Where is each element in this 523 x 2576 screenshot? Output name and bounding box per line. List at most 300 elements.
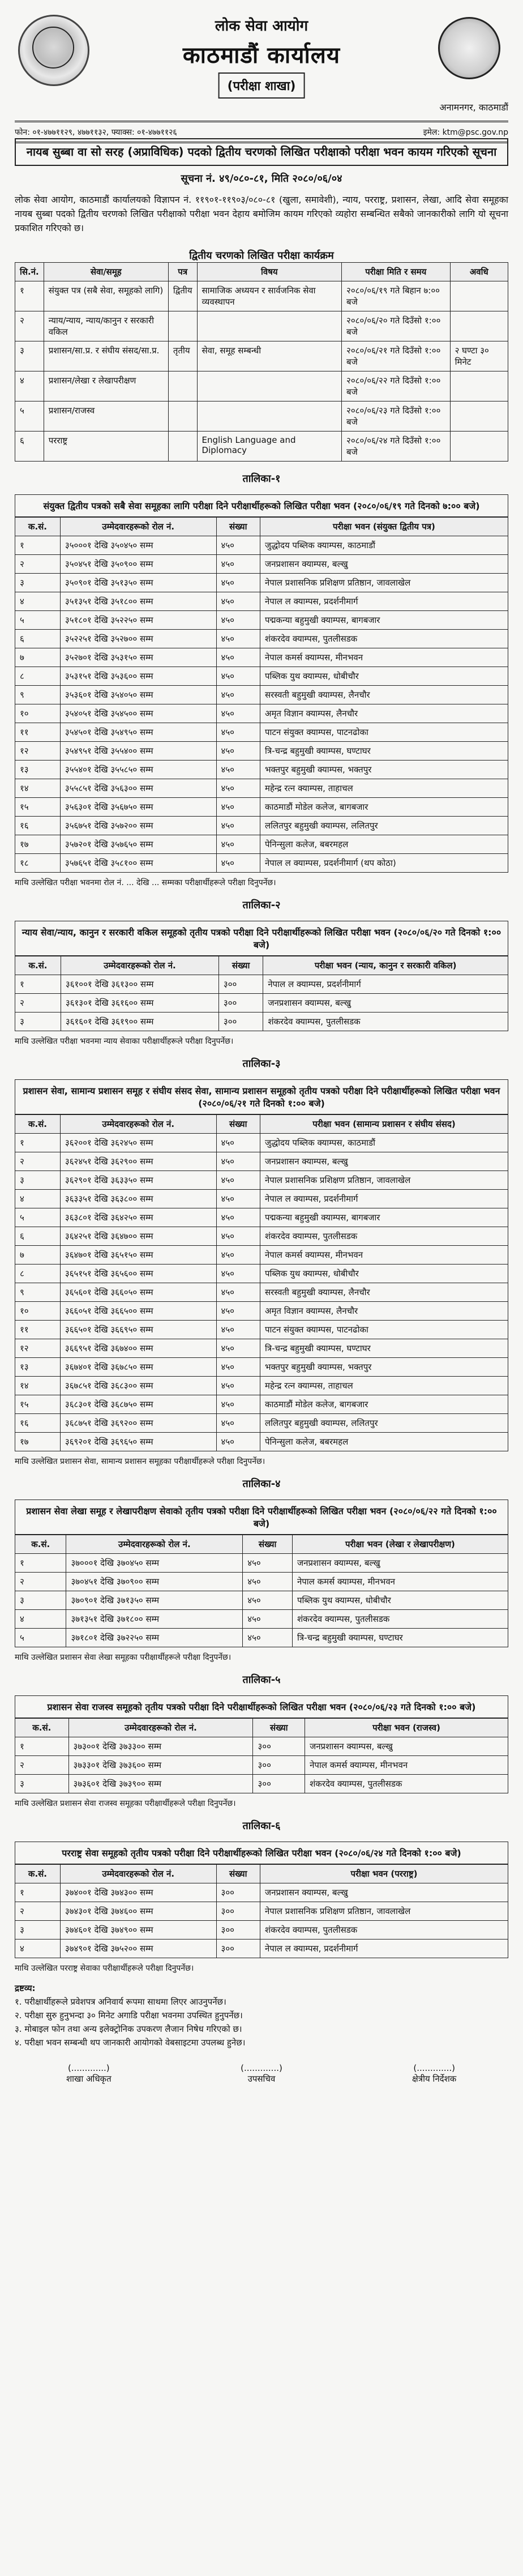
schedule-cell: ५ [15, 401, 44, 432]
exam-hall-cell: नेपाल कमर्स क्याम्पस, मीनभवन [260, 648, 508, 667]
exam-hall-cell: नेपाल प्रशासनिक प्रशिक्षण प्रतिष्ठान, जावलाखेल [260, 574, 508, 592]
exam-hall-row [15, 667, 508, 686]
exam-hall-cell: ४५० [216, 592, 260, 611]
exam-hall-cell: नेपाल ल क्याम्पस, प्रदर्शनीमार्ग (थप कोठा) [260, 854, 508, 873]
table-caption: तालिका-३ [242, 1058, 281, 1070]
table-caption: तालिका-२ [242, 899, 281, 912]
exam-hall-cell: ३६१६०१ देखि ३६१९०० सम्म [61, 1013, 218, 1031]
exam-hall-header: संख्या [216, 1115, 260, 1134]
exam-hall-cell: ४५० [216, 536, 260, 555]
exam-hall-row [15, 742, 508, 761]
schedule-section [15, 249, 508, 462]
exam-hall-row [15, 704, 508, 723]
exam-hall-header: परीक्षा भवन (संयुक्त द्वितीय पत्र) [260, 518, 508, 536]
exam-hall-cell: २ [15, 1152, 61, 1171]
notice-body: लोक सेवा आयोग, काठमाडौं कार्यालयको विज्ञापन नं. ११९०१-११९०३/०८०-८१ (खुला, समावेशी), न्याय, परराष्ट्र, प्रशासन, लेखा, आदि सेवा समूहका नायब सुब्बा पदको द्वितीय चरणको लिखित परीक्षाको परीक्षा भवन देहाय बमोजिम कायम गरिएको व्यहोरा सम्बन्धित सबैको जानकारीको लागि यो सूचना प्रकाशित गरिएको छ। [15, 194, 508, 233]
exam-hall-row [15, 1737, 508, 1756]
exam-hall-cell: ४५० [216, 1302, 260, 1321]
exam-hall-head [15, 1535, 508, 1554]
exam-hall-cell: ४५० [216, 1227, 260, 1246]
org-title: लोक सेवा आयोग [215, 18, 308, 35]
exam-hall-cell: ३०० [216, 1883, 260, 1902]
exam-hall-cell: १८ [15, 854, 61, 873]
exam-hall-head [15, 1865, 508, 1883]
exam-hall-cell: २ [15, 1756, 69, 1775]
branch-title: (परीक्षा शाखा) [218, 72, 305, 99]
note-item: ४. परीक्षा भवन सम्बन्धी थप जानकारी आयोगको वेबसाइटमा उपलब्ध हुनेछ। [15, 2037, 246, 2048]
exam-hall-cell: ४५० [216, 1377, 260, 1395]
exam-hall-cell: ३५६३०१ देखि ३५६७५० सम्म [60, 798, 216, 817]
exam-hall-cell: १ [15, 975, 61, 994]
notes-block [15, 1981, 508, 2049]
exam-hall-cell: ३ [15, 1013, 61, 1031]
exam-hall-cell: भक्तपुर बहुमुखी क्याम्पस, भक्तपुर [260, 761, 508, 779]
exam-hall-cell: १४ [15, 779, 61, 798]
exam-hall-row [15, 1208, 508, 1227]
exam-hall-row [15, 1883, 508, 1902]
contact-email[interactable]: इमेल: ktm@psc.gov.np [423, 127, 508, 137]
exam-hall-row [15, 723, 508, 742]
exam-hall-cell: ४५० [216, 1339, 260, 1358]
exam-hall-row [15, 1321, 508, 1339]
exam-hall-row [15, 555, 508, 574]
exam-hall-cell: ४५० [216, 854, 260, 873]
exam-hall-cell: १ [15, 1883, 61, 1902]
exam-hall-cell: ४५० [243, 1610, 293, 1629]
exam-hall-header: परीक्षा भवन (परराष्ट्र) [260, 1865, 508, 1883]
exam-hall-cell: ४५० [216, 630, 260, 648]
exam-hall-cell: ३७०९०१ देखि ३७१३५० सम्म [66, 1591, 243, 1610]
exam-hall-row [15, 686, 508, 704]
exam-hall-cell: ३ [15, 1775, 69, 1793]
exam-hall-cell: ११ [15, 723, 61, 742]
exam-hall-table [15, 1114, 508, 1451]
exam-hall-cell: ४५० [243, 1591, 293, 1610]
exam-hall-cell: ३५४५०१ देखि ३५४९५० सम्म [60, 723, 216, 742]
exam-hall-head-row [15, 956, 508, 975]
exam-hall-row [15, 1377, 508, 1395]
exam-hall-head [15, 1719, 508, 1737]
schedule-cell [197, 401, 342, 432]
exam-hall-body [15, 1737, 508, 1793]
exam-hall-row [15, 1433, 508, 1451]
exam-hall-header: क.सं. [15, 1535, 66, 1554]
exam-hall-header: संख्या [216, 1865, 260, 1883]
exam-hall-row [15, 1246, 508, 1264]
exam-hall-cell: ३६७८५१ देखि ३६८३०० सम्म [60, 1377, 216, 1395]
exam-hall-body [15, 1134, 508, 1451]
exam-hall-cell: नेपाल कमर्स क्याम्पस, मीनभवन [260, 1246, 508, 1264]
exam-hall-cell: शंकरदेव क्याम्पस, पुतलीसडक [305, 1775, 508, 1793]
exam-hall-header: संख्या [216, 518, 260, 536]
table-note: माथि उल्लेखित परीक्षा भवनमा न्याय सेवाका परीक्षार्थीहरूले परीक्षा दिनुपर्नेछ। [15, 1037, 234, 1046]
exam-hall-cell: अमृत विज्ञान क्याम्पस, लैनचौर [260, 704, 508, 723]
exam-hall-row [15, 1302, 508, 1321]
table-title: प्रशासन सेवा राजस्व समूहको तृतीय पत्रको परीक्षा दिने परीक्षार्थीहरूको लिखित परीक्षा भवन (२०८०/०६/२३ गते दिनको १:०० बजे) [15, 1695, 508, 1718]
notice-title: नायब सुब्बा वा सो सरह (अप्राविधिक) पदको द्वितीय चरणको लिखित परीक्षाको परीक्षा भवन कायम गरिएको सूचना [15, 138, 508, 166]
exam-hall-cell: ललितपुर बहुमुखी क्याम्पस, ललितपुर [260, 1414, 508, 1433]
exam-hall-body [15, 975, 508, 1031]
exam-hall-head-row [15, 518, 508, 536]
table-title: प्रशासन सेवा, सामान्य प्रशासन समूह र संघीय संसद सेवा, सामान्य प्रशासन समूहको तृतीय पत्रको परीक्षा दिने परीक्षार्थीहरूको लिखित परीक्षा भवन (२०८०/०६/२१ गते दिनको १:०० बजे) [15, 1079, 508, 1114]
exam-hall-cell: नेपाल प्रशासनिक प्रशिक्षण प्रतिष्ठान, जावलाखेल [260, 1902, 508, 1921]
exam-hall-header: उम्मेदवारहरूको रोल नं. [66, 1535, 243, 1554]
signature-left: (.............) शाखा अधिकृत [66, 2063, 112, 2084]
exam-hall-row [15, 1152, 508, 1171]
exam-hall-row [15, 1902, 508, 1921]
exam-hall-cell: पद्मकन्या बहुमुखी क्याम्पस, बागबजार [260, 611, 508, 630]
exam-hall-cell: १२ [15, 742, 61, 761]
exam-hall-cell: सरस्वती बहुमुखी क्याम्पस, लैनचौर [260, 686, 508, 704]
signature-row [15, 2063, 508, 2084]
exam-hall-cell: पब्लिक युथ क्याम्पस, धोबीचौर [292, 1591, 508, 1610]
schedule-row [15, 311, 508, 341]
exam-hall-cell: ३०० [253, 1775, 305, 1793]
exam-hall-cell: ३६१००१ देखि ३६१३०० सम्म [61, 975, 218, 994]
exam-hall-cell: ३५१८०१ देखि ३५२२५० सम्म [60, 611, 216, 630]
exam-hall-cell: ३६३३५१ देखि ३६३८०० सम्म [60, 1190, 216, 1208]
exam-hall-cell: ३५५८५१ देखि ३५६३०० सम्म [60, 779, 216, 798]
exam-hall-cell: ३०० [253, 1737, 305, 1756]
exam-hall-cell: शंकरदेव क्याम्पस, पुतलीसडक [260, 1921, 508, 1940]
exam-hall-cell: ३५०००१ देखि ३५०४५० सम्म [60, 536, 216, 555]
exam-hall-cell: ३६२९०१ देखि ३६३३५० सम्म [60, 1171, 216, 1190]
exam-hall-cell: जुद्धोदय पब्लिक क्याम्पस, काठमाडौं [260, 536, 508, 555]
exam-hall-body [15, 1554, 508, 1647]
exam-hall-cell: शंकरदेव क्याम्पस, पुतलीसडक [260, 1227, 508, 1246]
exam-hall-cell: जनप्रशासन क्याम्पस, बल्खु [292, 1554, 508, 1573]
table-caption: तालिका-६ [242, 1820, 281, 1832]
exam-hall-cell: १३ [15, 761, 61, 779]
office-title: काठमाडौं कार्यालय [182, 42, 341, 69]
exam-hall-row [15, 1134, 508, 1152]
exam-hall-cell: ३७१३५१ देखि ३७१८०० सम्म [66, 1610, 243, 1629]
government-emblem-icon [18, 15, 89, 86]
exam-hall-row [15, 975, 508, 994]
exam-hall-table [15, 956, 508, 1031]
exam-hall-row [15, 1591, 508, 1610]
exam-hall-cell: १२ [15, 1339, 61, 1358]
exam-hall-row [15, 854, 508, 873]
schedule-h0: सि.नं. [15, 263, 44, 281]
exam-hall-cell: ३७४६०१ देखि ३७४९०० सम्म [60, 1921, 216, 1940]
exam-hall-cell: ५ [15, 1629, 66, 1647]
signature-middle: (.............) उपसचिव [241, 2063, 282, 2084]
schedule-cell: संयुक्त पत्र (सबै सेवा, समूहको लागि) [44, 281, 168, 311]
exam-hall-cell: ३६५६०१ देखि ३६६०५० सम्म [60, 1283, 216, 1302]
schedule-cell [168, 311, 197, 341]
exam-hall-row [15, 1610, 508, 1629]
exam-hall-cell: पेनिन्सुला कलेज, बबरमहल [260, 1433, 508, 1451]
table-caption: तालिका-१ [242, 473, 281, 485]
schedule-cell: ४ [15, 371, 44, 401]
schedule-cell [168, 432, 197, 462]
exam-hall-row [15, 1629, 508, 1647]
table-caption: तालिका-४ [242, 1478, 281, 1490]
exam-hall-row [15, 1339, 508, 1358]
exam-hall-header: परीक्षा भवन (सामान्य प्रशासन र संघीय संसद) [260, 1115, 508, 1134]
notes-list [15, 1995, 508, 2049]
table-note: माथि उल्लेखित परराष्ट्र सेवाका परीक्षार्थीहरूले परीक्षा दिनुपर्नेछ। [15, 1964, 194, 1973]
exam-hall-row [15, 994, 508, 1013]
exam-hall-cell: ३०० [253, 1756, 305, 1775]
exam-hall-header: संख्या [218, 956, 263, 975]
exam-hall-cell: ४५० [216, 742, 260, 761]
exam-hall-cell: ६ [15, 1227, 61, 1246]
exam-hall-table [15, 1535, 508, 1647]
schedule-cell: ३ [15, 341, 44, 371]
schedule-cell: द्वितीय [168, 281, 197, 311]
schedule-row [15, 371, 508, 401]
exam-hall-cell: ४५० [216, 1395, 260, 1414]
table-title: परराष्ट्र सेवा समूहको तृतीय पत्रको परीक्षा दिने परीक्षार्थीहरूको लिखित परीक्षा भवन (२०८०/०६/२४ गते दिनको १:०० बजे) [15, 1842, 508, 1864]
schedule-caption: द्वितीय चरणको लिखित परीक्षा कार्यक्रम [189, 250, 334, 262]
exam-hall-header: परीक्षा भवन (राजस्व) [305, 1719, 508, 1737]
exam-hall-cell: ४५० [216, 574, 260, 592]
exam-hall-head-row [15, 1719, 508, 1737]
exam-hall-cell: ३६८३०१ देखि ३६८७५० सम्म [60, 1395, 216, 1414]
exam-hall-cell: शंकरदेव क्याम्पस, पुतलीसडक [260, 630, 508, 648]
exam-hall-header: क.सं. [15, 1719, 69, 1737]
exam-hall-cell: ५ [15, 1208, 61, 1227]
exam-hall-cell: पब्लिक युथ क्याम्पस, धोबीचौर [260, 1264, 508, 1283]
exam-hall-cell: महेन्द्र रत्न क्याम्पस, ताहाचल [260, 1377, 508, 1395]
schedule-cell [450, 371, 508, 401]
exam-hall-row [15, 1190, 508, 1208]
exam-hall-row [15, 1414, 508, 1433]
table-title: प्रशासन सेवा लेखा समूह र लेखापरीक्षण सेवाको तृतीय पत्रको परीक्षा दिने परीक्षार्थीहरूको लिखित परीक्षा भवन (२०८०/०६/२२ गते दिनको १:०० बजे) [15, 1500, 508, 1535]
exam-hall-head [15, 1115, 508, 1134]
exam-hall-row [15, 574, 508, 592]
exam-hall-cell: पाटन संयुक्त क्याम्पस, पाटनढोका [260, 723, 508, 742]
exam-hall-row [15, 1264, 508, 1283]
exam-hall-cell: ७ [15, 1246, 61, 1264]
exam-hall-cell: ३५०४५१ देखि ३५०९०० सम्म [60, 555, 216, 574]
exam-hall-cell: ३७१८०१ देखि ३७२२५० सम्म [66, 1629, 243, 1647]
exam-hall-row [15, 1171, 508, 1190]
exam-hall-cell: १६ [15, 817, 61, 835]
note-item: ३. मोबाइल फोन तथा अन्य इलेक्ट्रोनिक उपकरण लैजान निषेध गरिएको छ। [15, 2024, 242, 2035]
exam-hall-cell: ५ [15, 611, 61, 630]
exam-hall-cell: ३ [15, 574, 61, 592]
exam-hall-cell: २ [15, 555, 61, 574]
exam-hall-row [15, 611, 508, 630]
exam-hall-cell: ३७३६०१ देखि ३७३९०० सम्म [68, 1775, 253, 1793]
exam-hall-cell: ४५० [216, 704, 260, 723]
schedule-cell: २०८०/०६/२१ गते दिउँसो १:०० बजे [342, 341, 451, 371]
exam-hall-head [15, 518, 508, 536]
table-title: संयुक्त द्वितीय पत्रको सबै सेवा समूहका लागि परीक्षा दिने परीक्षार्थीहरूको लिखित परीक्षा भवन (२०८०/०६/१९ गते दिनको ७:०० बजे) [15, 494, 508, 517]
exam-hall-cell: १ [15, 536, 61, 555]
exam-hall-cell: ४५० [216, 1246, 260, 1264]
exam-hall-header: संख्या [243, 1535, 293, 1554]
exam-hall-head [15, 956, 508, 975]
schedule-h3: विषय [197, 263, 342, 281]
exam-hall-cell: ४५० [243, 1629, 293, 1647]
exam-hall-cell: ३०० [218, 1013, 263, 1031]
exam-hall-cell: पाटन संयुक्त क्याम्पस, पाटनढोका [260, 1321, 508, 1339]
exam-hall-cell: ३५३१५१ देखि ३५३६०० सम्म [60, 667, 216, 686]
exam-hall-cell: ३७४३०१ देखि ३७४६०० सम्म [60, 1902, 216, 1921]
exam-hall-cell: ३५०९०१ देखि ३५१३५० सम्म [60, 574, 216, 592]
exam-hall-header: उम्मेदवारहरूको रोल नं. [60, 1115, 216, 1134]
exam-hall-cell: ३६३८०१ देखि ३६४२५० सम्म [60, 1208, 216, 1227]
exam-hall-cell: नेपाल ल क्याम्पस, प्रदर्शनीमार्ग [260, 592, 508, 611]
exam-hall-row [15, 536, 508, 555]
exam-hall-table [15, 1718, 508, 1793]
exam-hall-cell: ३ [15, 1921, 61, 1940]
schedule-cell [450, 311, 508, 341]
exam-hall-cell: नेपाल प्रशासनिक प्रशिक्षण प्रतिष्ठान, जावलाखेल [260, 1171, 508, 1190]
exam-hall-cell: सरस्वती बहुमुखी क्याम्पस, लैनचौर [260, 1283, 508, 1302]
exam-hall-row [15, 1554, 508, 1573]
exam-hall-cell: १० [15, 704, 61, 723]
exam-hall-cell: पेनिन्सुला कलेज, बबरमहल [260, 835, 508, 854]
exam-hall-cell: ३७३३०१ देखि ३७३६०० सम्म [68, 1756, 253, 1775]
exam-hall-cell: ३६८७५१ देखि ३६९२०० सम्म [60, 1414, 216, 1433]
exam-hall-cell: ७ [15, 648, 61, 667]
exam-hall-cell: २ [15, 994, 61, 1013]
exam-hall-header: क.सं. [15, 518, 61, 536]
exam-hall-cell: ३६५१५१ देखि ३६५६०० सम्म [60, 1264, 216, 1283]
exam-hall-table [15, 1864, 508, 1958]
exam-hall-head-row [15, 1535, 508, 1554]
contact-strip [15, 121, 508, 143]
exam-hall-row [15, 1775, 508, 1793]
exam-hall-cell: ३६४७०१ देखि ३६५१५० सम्म [60, 1246, 216, 1264]
table-note: माथि उल्लेखित परीक्षा भवनमा रोल नं. ... देखि ... सम्मका परीक्षार्थीहरूले परीक्षा दिनुपर्नेछ। [15, 878, 276, 888]
exam-hall-cell: ३७०४५१ देखि ३७०९०० सम्म [66, 1573, 243, 1591]
table-title: न्याय सेवा/न्याय, कानुन र सरकारी वकिल समूहको तृतीय पत्रको परीक्षा दिने परीक्षार्थीहरूको लिखित परीक्षा भवन (२०८०/०६/२० गते दिनको १:०० बजे) [15, 921, 508, 956]
exam-hall-cell: ४५० [243, 1573, 293, 1591]
exam-hall-cell: ४५० [216, 648, 260, 667]
schedule-cell: २ [15, 311, 44, 341]
schedule-cell [168, 401, 197, 432]
exam-hall-row [15, 817, 508, 835]
exam-hall-cell: ३५२२५१ देखि ३५२७०० सम्म [60, 630, 216, 648]
exam-hall-cell: त्रि-चन्द्र बहुमुखी क्याम्पस, घण्टाघर [292, 1629, 508, 1647]
exam-hall-row [15, 1756, 508, 1775]
exam-hall-cell: पब्लिक युथ क्याम्पस, धोबीचौर [260, 667, 508, 686]
exam-hall-header: क.सं. [15, 1865, 61, 1883]
exam-hall-row [15, 779, 508, 798]
schedule-cell: २०८०/०६/२४ गते दिउँसो १:०० बजे [342, 432, 451, 462]
exam-hall-cell: १ [15, 1737, 69, 1756]
exam-hall-row [15, 592, 508, 611]
exam-hall-cell: ३५५४०१ देखि ३५५८५० सम्म [60, 761, 216, 779]
exam-hall-header: उम्मेदवारहरूको रोल नं. [68, 1719, 253, 1737]
schedule-cell: तृतीय [168, 341, 197, 371]
exam-hall-header: संख्या [253, 1719, 305, 1737]
exam-hall-cell: ४ [15, 1610, 66, 1629]
exam-hall-cell: ४५० [216, 723, 260, 742]
exam-hall-cell: ३६६९५१ देखि ३६७४०० सम्म [60, 1339, 216, 1358]
exam-hall-cell: जुद्धोदय पब्लिक क्याम्पस, काठमाडौं [260, 1134, 508, 1152]
table-note: माथि उल्लेखित प्रशासन सेवा, सामान्य प्रशासन समूहका परीक्षार्थीहरूले परीक्षा दिनुपर्नेछ। [15, 1457, 265, 1467]
exam-hall-cell: १६ [15, 1414, 61, 1433]
exam-hall-header: उम्मेदवारहरूको रोल नं. [61, 956, 218, 975]
notes-title: द्रष्टव्य: [15, 1983, 36, 1994]
exam-hall-cell: ३६६५०१ देखि ३६६९५० सम्म [60, 1321, 216, 1339]
schedule-head-row [15, 263, 508, 281]
schedule-cell: २०८०/०६/२३ गते दिउँसो १:०० बजे [342, 401, 451, 432]
schedule-cell: प्रशासन/लेखा र लेखापरीक्षण [44, 371, 168, 401]
header [15, 10, 508, 137]
exam-hall-cell: जनप्रशासन क्याम्पस, बल्खु [260, 1152, 508, 1171]
exam-hall-row [15, 648, 508, 667]
exam-hall-cell: १७ [15, 835, 61, 854]
exam-hall-cell: ३५४९५१ देखि ३५५४०० सम्म [60, 742, 216, 761]
exam-hall-cell: ३५६७५१ देखि ३५७२०० सम्म [60, 817, 216, 835]
exam-hall-cell: ४५० [243, 1554, 293, 1573]
exam-hall-cell: ४५० [216, 1208, 260, 1227]
exam-hall-cell: ३६९२०१ देखि ३६९६५० सम्म [60, 1433, 216, 1451]
exam-hall-cell: ४५० [216, 667, 260, 686]
schedule-h2: पत्र [168, 263, 197, 281]
schedule-cell [197, 311, 342, 341]
schedule-cell: परराष्ट्र [44, 432, 168, 462]
exam-hall-cell: ललितपुर बहुमुखी क्याम्पस, ललितपुर [260, 817, 508, 835]
exam-hall-body [15, 1883, 508, 1958]
exam-hall-body [15, 536, 508, 873]
exam-hall-cell: २ [15, 1902, 61, 1921]
schedule-cell: English Language and Diplomacy [197, 432, 342, 462]
schedule-cell: न्याय/न्याय, न्याय/कानुन र सरकारी वकिल [44, 311, 168, 341]
exam-hall-cell: महेन्द्र रत्न क्याम्पस, ताहाचल [260, 779, 508, 798]
exam-hall-row [15, 1283, 508, 1302]
exam-hall-cell: भक्तपुर बहुमुखी क्याम्पस, भक्तपुर [260, 1358, 508, 1377]
exam-hall-cell: ४ [15, 1190, 61, 1208]
exam-hall-cell: नेपाल ल क्याम्पस, प्रदर्शनीमार्ग [260, 1190, 508, 1208]
note-item: २. परीक्षा सुरु हुनुभन्दा ३० मिनेट अगाडि परीक्षा भवनमा उपस्थित हुनुपर्नेछ। [15, 2010, 243, 2021]
exam-hall-cell: ४५० [216, 1433, 260, 1451]
address-right: अनामनगर, काठमाडौं [439, 102, 508, 113]
schedule-head [15, 263, 508, 281]
exam-hall-cell: ३७४००१ देखि ३७४३०० सम्म [60, 1883, 216, 1902]
exam-hall-cell: १७ [15, 1433, 61, 1451]
schedule-cell: २ घण्टा ३० मिनेट [450, 341, 508, 371]
exam-hall-cell: १५ [15, 798, 61, 817]
exam-hall-cell: ८ [15, 1264, 61, 1283]
exam-hall-cell: ४५० [216, 835, 260, 854]
schedule-row [15, 401, 508, 432]
schedule-table [15, 262, 508, 462]
schedule-cell: १ [15, 281, 44, 311]
exam-hall-cell: ३५२७०१ देखि ३५३१५० सम्म [60, 648, 216, 667]
exam-hall-row [15, 1395, 508, 1414]
exam-hall-row [15, 798, 508, 817]
exam-hall-row [15, 1227, 508, 1246]
exam-hall-cell: १५ [15, 1395, 61, 1414]
exam-hall-cell: ४५० [216, 555, 260, 574]
table-note: माथि उल्लेखित प्रशासन सेवा लेखा समूहका परीक्षार्थीहरूले परीक्षा दिनुपर्नेछ। [15, 1653, 232, 1663]
signature-right: (.............) क्षेत्रीय निर्देशक [412, 2063, 457, 2084]
exam-hall-cell: ३७४९०१ देखि ३७५२०० सम्म [60, 1940, 216, 1958]
exam-hall-row [15, 1921, 508, 1940]
exam-hall-cell: जनप्रशासन क्याम्पस, बल्खु [263, 994, 508, 1013]
notice-subtitle: सूचना नं. ४९/०८०-८१, मिति २०८०/०६/०४ [181, 173, 342, 185]
exam-hall-cell: ३६७४०१ देखि ३६७८५० सम्म [60, 1358, 216, 1377]
schedule-cell: २०८०/०६/२० गते दिउँसो १:०० बजे [342, 311, 451, 341]
exam-hall-cell: ३७०००१ देखि ३७०४५० सम्म [66, 1554, 243, 1573]
exam-hall-cell: जनप्रशासन क्याम्पस, बल्खु [260, 1883, 508, 1902]
exam-hall-cell: ४५० [216, 1171, 260, 1190]
schedule-cell: प्रशासन/सा.प्र. र संघीय संसद/सा.प्र. [44, 341, 168, 371]
exam-hall-cell: ८ [15, 667, 61, 686]
note-item: १. परीक्षार्थीहरूले प्रवेशपत्र अनिवार्य रूपमा साथमा लिएर आउनुपर्नेछ। [15, 1997, 226, 2007]
schedule-row [15, 281, 508, 311]
schedule-cell [450, 281, 508, 311]
